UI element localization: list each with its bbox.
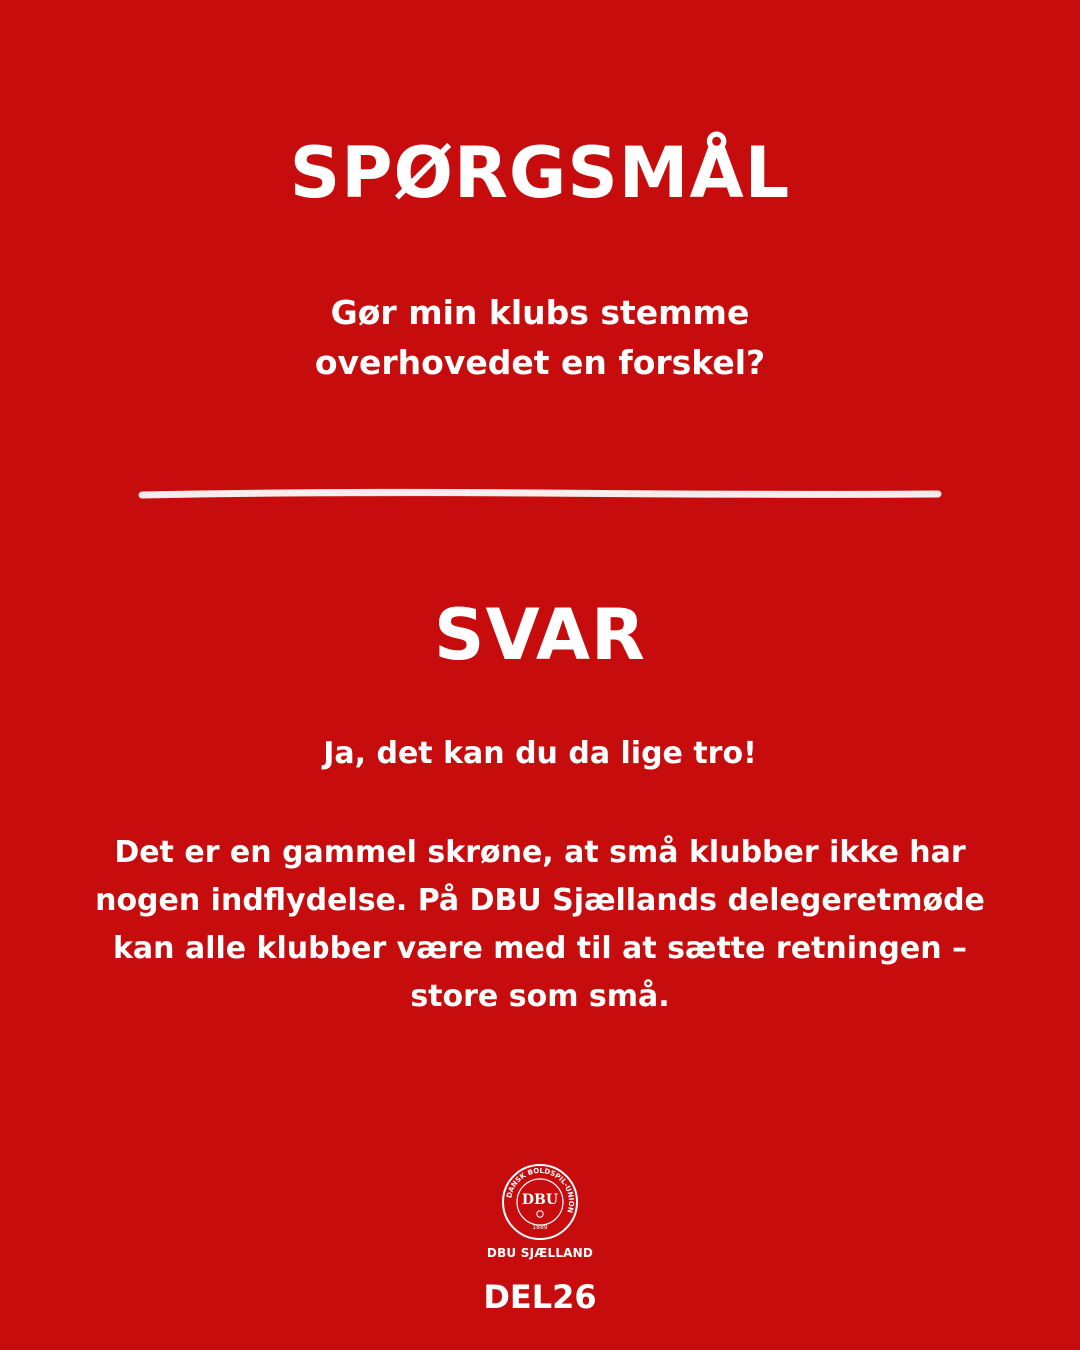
answer-body: [70, 829, 1010, 1021]
logo-text: DBU: [521, 1192, 559, 1208]
question-line: overhovedet en forskel?: [314, 343, 766, 382]
question-heading: SPØRGSMÅL: [289, 132, 791, 214]
answer-body-line: store som små.: [410, 979, 670, 1014]
answer-body-line: kan alle klubber være med til at sætte retningen –: [112, 931, 968, 966]
dbu-crest-icon: [501, 1163, 579, 1241]
answer-body-line: Det er en gammel skrøne, at små klubber ikke har: [114, 835, 966, 870]
campaign-tag: DEL26: [483, 1278, 597, 1316]
logo-ring-text: DANSK BOLDSPIL-UNION: [505, 1166, 576, 1214]
chalk-divider: [138, 486, 942, 502]
answer-heading: SVAR: [434, 594, 646, 676]
question-line: Gør min klubs stemme: [330, 293, 750, 332]
answer-body-line: nogen indflydelse. På DBU Sjællands delegeretmøde: [95, 883, 985, 918]
logo-year: 1889: [532, 1224, 548, 1231]
org-name: DBU SJÆLLAND: [486, 1246, 594, 1260]
question-text: [0, 288, 1080, 388]
answer-lead: Ja, det kan du da lige tro!: [323, 736, 757, 771]
